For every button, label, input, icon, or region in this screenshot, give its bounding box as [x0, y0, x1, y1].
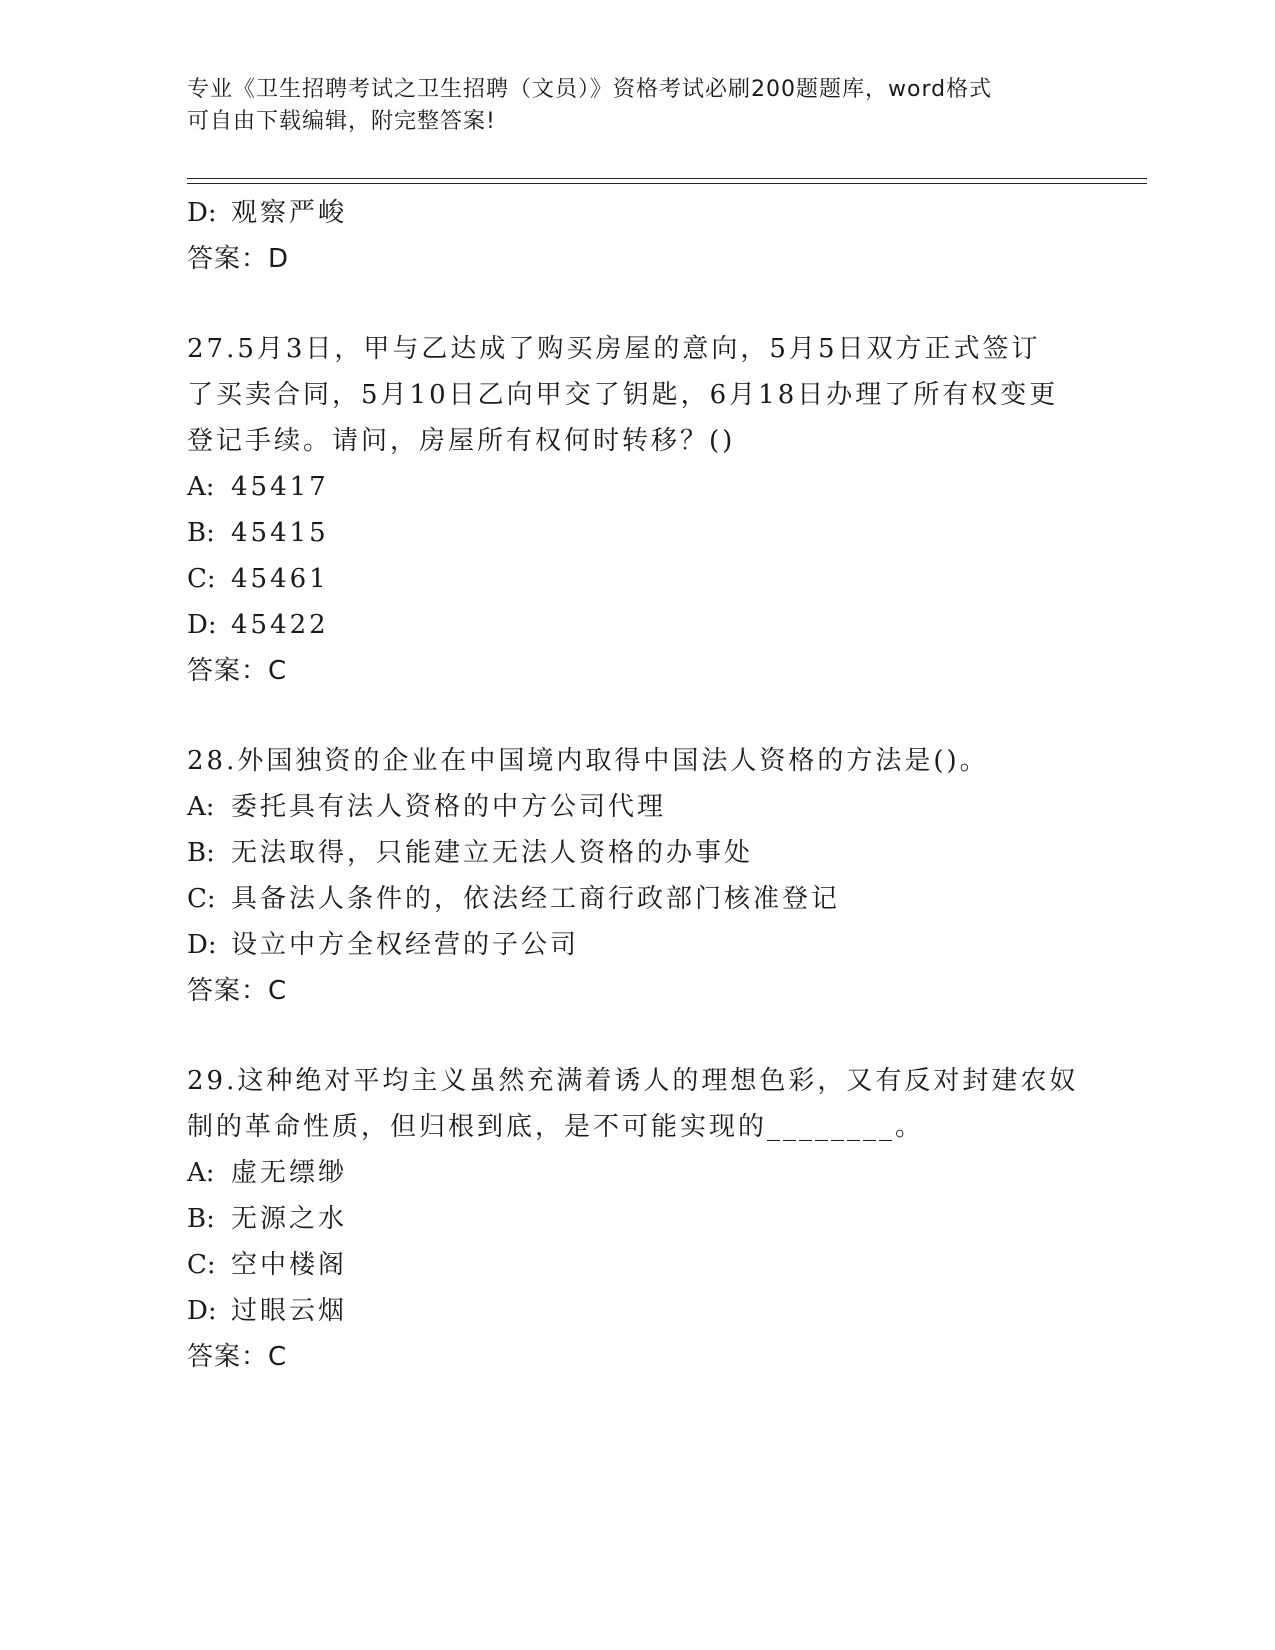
option-text: 无法取得，只能建立无法人资格的办事处: [231, 838, 754, 868]
answer-line: 答案：C: [187, 656, 288, 686]
option-text: 设立中方全权经营的子公司: [231, 930, 580, 960]
option-text: 45415: [231, 518, 329, 548]
document-body: [187, 190, 1087, 1380]
answer-line: 答案：D: [187, 244, 290, 274]
option-text: 45461: [231, 564, 329, 594]
option-d: [187, 922, 1087, 968]
option-text: 空中楼阁: [231, 1250, 348, 1280]
answer-line: 答案：C: [187, 976, 288, 1006]
option-label: B:: [187, 518, 215, 548]
option-label: A:: [187, 792, 215, 822]
option-label: B:: [187, 838, 215, 868]
answer-line: 答案：C: [187, 1342, 288, 1372]
header-line-1: 专业《卫生招聘考试之卫生招聘（文员）》资格考试必刷200题题库，word格式: [187, 77, 993, 102]
option-a: [187, 464, 1087, 510]
option-d: [187, 602, 1087, 648]
option-label: D:: [187, 930, 217, 960]
option-label: C:: [187, 884, 216, 914]
option-b: [187, 830, 1087, 876]
question-text-line: 登记手续。请问，房屋所有权何时转移？(): [187, 426, 736, 456]
option-label: D:: [187, 198, 217, 228]
option-a: [187, 784, 1087, 830]
question-text-line: 29.这种绝对平均主义虽然充满着诱人的理想色彩，又有反对封建农奴: [187, 1066, 1079, 1096]
option-c: [187, 556, 1087, 602]
header-line-2: 可自由下载编辑，附完整答案!: [187, 109, 496, 134]
option-label: D:: [187, 1296, 217, 1326]
header-divider-bottom: [187, 183, 1147, 184]
question-28: [187, 738, 1087, 1014]
option-b: [187, 1196, 1087, 1242]
option-label: C:: [187, 564, 216, 594]
option-c: [187, 876, 1087, 922]
question-text-line: 了买卖合同，5月10日乙向甲交了钥匙，6月18日办理了所有权变更: [187, 380, 1059, 410]
option-d: [187, 190, 1087, 236]
option-d: [187, 1288, 1087, 1334]
option-text: 45417: [231, 472, 329, 502]
page-header: [187, 74, 1067, 138]
option-text: 观察严峻: [231, 198, 348, 228]
option-label: D:: [187, 610, 217, 640]
question-text-line: 28.外国独资的企业在中国境内取得中国法人资格的方法是()。: [187, 746, 989, 776]
option-a: [187, 1150, 1087, 1196]
option-label: A:: [187, 472, 215, 502]
option-label: C:: [187, 1250, 216, 1280]
question-text-line: 27.5月3日，甲与乙达成了购买房屋的意向，5月5日双方正式签订: [187, 334, 1041, 364]
option-text: 委托具有法人资格的中方公司代理: [231, 792, 667, 822]
option-c: [187, 1242, 1087, 1288]
question-29: [187, 1058, 1087, 1380]
question-27: [187, 326, 1087, 694]
option-text: 45422: [231, 610, 329, 640]
option-label: A:: [187, 1158, 215, 1188]
option-text: 具备法人条件的，依法经工商行政部门核准登记: [231, 884, 841, 914]
option-label: B:: [187, 1204, 215, 1234]
option-text: 过眼云烟: [231, 1296, 348, 1326]
option-b: [187, 510, 1087, 556]
option-text: 无源之水: [231, 1204, 348, 1234]
header-divider-top: [187, 178, 1147, 179]
question-text-line: 制的革命性质，但归根到底，是不可能实现的________。: [187, 1112, 925, 1142]
option-text: 虚无缥缈: [231, 1158, 348, 1188]
